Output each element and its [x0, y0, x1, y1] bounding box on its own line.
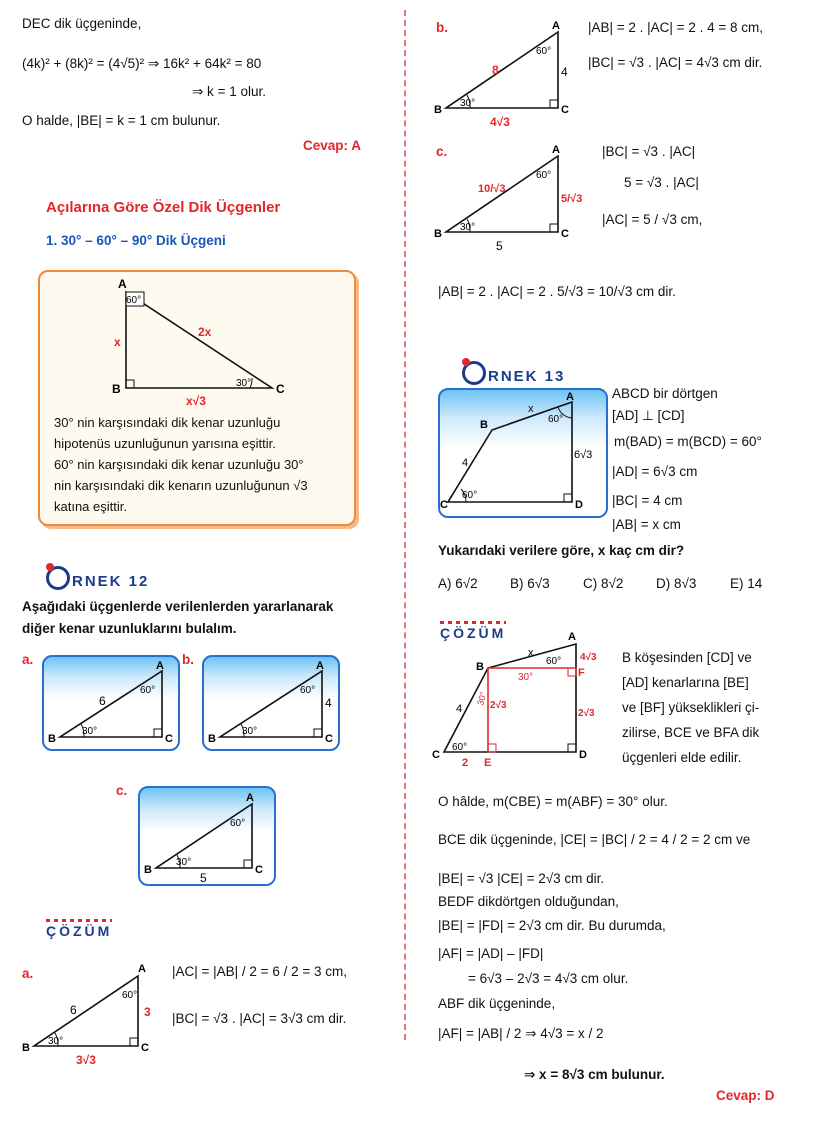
svg-text:A: A [246, 792, 254, 804]
solution-line: ABF dik üçgeninde, [438, 996, 556, 1011]
svg-text:C: C [432, 749, 440, 761]
solution-line: BCE dik üçgeninde, |CE| = |BC| / 2 = 4 / 2 = 2 cm ve [438, 832, 751, 847]
equation-line: |BC| = √3 . |AC| [602, 144, 696, 159]
vertex-b: B [112, 382, 121, 396]
equation-line: ⇒ k = 1 olur. [192, 84, 266, 99]
quadrilateral-figure [440, 390, 606, 516]
o-logo-icon [46, 566, 70, 590]
svg-text:B: B [434, 104, 442, 116]
equation-line: |AC| = |AB| / 2 = 6 / 2 = 3 cm, [172, 964, 347, 979]
rule-text [54, 412, 344, 517]
section-title: Açılarına Göre Özel Dik Üçgenler [46, 199, 281, 216]
subsection-title: 1. 30° – 60° – 90° Dik Üçgeni [46, 233, 226, 248]
rule-line: hipotenüs uzunluğunun yarısına eşittir. [54, 436, 276, 451]
solution13-figure [428, 630, 608, 770]
option-b: B) 6√3 [510, 576, 550, 591]
option-e: E) 14 [730, 576, 763, 591]
vertex-a: A [118, 277, 127, 291]
solution-line: |AF| = |AD| – |FD| [438, 946, 544, 961]
svg-text:5: 5 [496, 239, 503, 253]
svg-text:A: A [316, 660, 324, 672]
rule-line: nin karşısındaki dik kenarın uzunluğunun √3 [54, 478, 308, 493]
svg-text:60°: 60° [140, 685, 156, 696]
svg-text:30°: 30° [518, 672, 534, 683]
solution-line: |AF| = |AB| / 2 ⇒ 4√3 = x / 2 [438, 1026, 604, 1041]
svg-text:C: C [255, 864, 263, 876]
solution-title: ÇÖZÜM [46, 923, 113, 939]
svg-text:C: C [440, 499, 448, 511]
svg-text:60°: 60° [548, 414, 564, 425]
given-line: ABCD bir dörtgen [612, 386, 718, 401]
svg-text:8: 8 [492, 63, 499, 77]
desc-line: [AD] kenarlarına [BE] [622, 675, 749, 690]
solution-line: |BE| = √3 |CE| = 2√3 cm dir. [438, 871, 605, 886]
svg-text:30°: 30° [82, 726, 98, 737]
question-line: diğer kenar uzunluklarını bulalım. [22, 621, 237, 636]
svg-text:4: 4 [561, 65, 568, 79]
rule-line: 60° nin karşısındaki dik kenar uzunluğu 30° [54, 457, 304, 472]
equation-line: (4k)² + (8k)² = (4√5)² ⇒ 16k² + 64k² = 80 [22, 56, 262, 71]
svg-text:B: B [22, 1042, 30, 1054]
desc-line: zilirse, BCE ve BFA dik [622, 725, 760, 740]
solution-line: |BE| = |FD| = 2√3 cm dir. Bu durumda, [438, 918, 666, 933]
given-line: |AD| = 6√3 cm [612, 464, 698, 479]
svg-text:30°: 30° [475, 690, 489, 707]
equation-line: 5 = √3 . |AC| [624, 175, 699, 190]
desc-line: üçgenleri elde edilir. [622, 750, 742, 765]
example12-a-box [42, 655, 180, 751]
option-c: C) 8√2 [583, 576, 624, 591]
svg-text:C: C [561, 104, 569, 116]
given-line: |BC| = 4 cm [612, 493, 683, 508]
svg-text:B: B [48, 733, 56, 745]
option-a: A) 6√2 [438, 576, 478, 591]
triangle-c [140, 788, 274, 884]
svg-text:D: D [579, 749, 587, 761]
svg-text:60°: 60° [452, 742, 468, 753]
svg-text:C: C [325, 733, 333, 745]
equation-line: |BC| = √3 . |AC| = 4√3 cm dir. [588, 55, 763, 70]
desc-line: ve [BF] yükseklikleri çi- [622, 700, 760, 715]
equation-line: |AC| = 5 / √3 cm, [602, 212, 703, 227]
solution-b-triangle [430, 18, 580, 130]
answer-label: Cevap: D [716, 1088, 775, 1103]
svg-text:C: C [165, 733, 173, 745]
svg-text:F: F [578, 667, 585, 679]
text-line: DEC dik üçgeninde, [22, 16, 142, 31]
equation-line: |BC| = √3 . |AC| = 3√3 cm dir. [172, 1011, 347, 1026]
svg-text:A: A [568, 631, 576, 643]
angle-60: 60° [126, 295, 142, 306]
svg-text:3: 3 [144, 1005, 151, 1019]
svg-text:10/√3: 10/√3 [478, 183, 506, 195]
svg-text:A: A [156, 660, 164, 672]
svg-text:60°: 60° [230, 818, 246, 829]
svg-text:A: A [552, 20, 560, 32]
o-logo-icon [462, 361, 486, 385]
svg-text:30°: 30° [242, 726, 258, 737]
svg-text:2: 2 [462, 757, 469, 769]
svg-text:60°: 60° [300, 685, 316, 696]
equation-line: |AB| = 2 . |AC| = 2 . 4 = 8 cm, [588, 20, 763, 35]
text-line: O halde, |BE| = k = 1 cm bulunur. [22, 113, 221, 128]
given-line: m(BAD) = m(BCD) = 60° [614, 434, 762, 449]
svg-text:5: 5 [200, 871, 207, 885]
svg-text:30°: 30° [460, 222, 476, 233]
solution-line: = 6√3 – 2√3 = 4√3 cm olur. [468, 971, 629, 986]
svg-text:60°: 60° [536, 46, 552, 57]
question-line: Yukarıdaki verilere göre, x kaç cm dir? [438, 543, 685, 558]
triangle-b [204, 657, 338, 749]
part-tag: c. [116, 783, 128, 798]
svg-text:6: 6 [70, 1003, 77, 1017]
svg-text:4: 4 [325, 696, 332, 710]
svg-text:B: B [480, 419, 488, 431]
svg-text:B: B [144, 864, 152, 876]
svg-text:4√3: 4√3 [490, 115, 510, 129]
part-tag: b. [436, 20, 448, 35]
rule-box [38, 270, 356, 526]
column-divider [404, 10, 406, 1040]
solution-line: ⇒ x = 8√3 cm bulunur. [524, 1067, 665, 1082]
given-line: [AD] ⊥ [CD] [612, 408, 685, 423]
rule-triangle [40, 272, 354, 412]
svg-text:60°: 60° [546, 656, 562, 667]
svg-text:30°: 30° [176, 857, 192, 868]
svg-text:B: B [434, 228, 442, 240]
svg-text:x: x [528, 403, 534, 415]
example13-figure-box [438, 388, 608, 518]
svg-text:4√3: 4√3 [580, 652, 597, 663]
example-12-title: RNEK 12 [46, 566, 149, 590]
rule-line: katına eşittir. [54, 499, 127, 514]
svg-text:2√3: 2√3 [490, 700, 507, 711]
question-line: Aşağıdaki üçgenlerde verilenlerden yararlanarak [22, 599, 334, 614]
equation-line: |AB| = 2 . |AC| = 2 . 5/√3 = 10/√3 cm dir. [438, 284, 676, 299]
svg-text:A: A [566, 391, 574, 403]
svg-text:x: x [528, 647, 534, 659]
svg-text:30°: 30° [48, 1036, 64, 1047]
svg-text:60°: 60° [122, 990, 138, 1001]
given-line: |AB| = x cm [612, 517, 681, 532]
side-x: x [114, 335, 121, 349]
desc-line: B köşesinden [CD] ve [622, 650, 752, 665]
svg-text:60°: 60° [536, 170, 552, 181]
solution-title: ÇÖZÜM [440, 625, 507, 641]
rule-line: 30° nin karşısındaki dik kenar uzunluğu [54, 415, 281, 430]
svg-text:B: B [476, 661, 484, 673]
answer-label: Cevap: A [303, 138, 362, 153]
part-tag: a. [22, 652, 34, 667]
svg-text:4: 4 [462, 457, 469, 469]
svg-text:C: C [561, 228, 569, 240]
svg-text:D: D [575, 499, 583, 511]
side-base: x√3 [186, 394, 206, 408]
svg-text:3√3: 3√3 [76, 1053, 96, 1067]
example-13-title: RNEK 13 [462, 361, 565, 385]
svg-text:2√3: 2√3 [578, 708, 595, 719]
svg-text:A: A [138, 963, 146, 975]
solution-a-triangle [18, 958, 158, 1070]
svg-text:6: 6 [99, 694, 106, 708]
svg-text:E: E [484, 757, 492, 769]
example12-b-box [202, 655, 340, 751]
angle-30: 30° [236, 378, 252, 389]
part-tag: c. [436, 144, 448, 159]
part-tag: b. [182, 652, 194, 667]
solution-line: O hâlde, m(CBE) = m(ABF) = 30° olur. [438, 794, 668, 809]
svg-text:4: 4 [456, 703, 463, 715]
part-tag: a. [22, 966, 34, 981]
svg-text:5/√3: 5/√3 [561, 193, 583, 205]
example12-c-box [138, 786, 276, 886]
vertex-c: C [276, 382, 285, 396]
svg-text:A: A [552, 144, 560, 156]
svg-text:B: B [208, 733, 216, 745]
side-hyp: 2x [198, 325, 212, 339]
solution-c-triangle [430, 142, 583, 254]
triangle-a [44, 657, 178, 749]
svg-text:60°: 60° [462, 490, 478, 501]
option-d: D) 8√3 [656, 576, 697, 591]
svg-text:6√3: 6√3 [574, 449, 593, 461]
solution-line: BEDF dikdörtgen olduğundan, [438, 894, 619, 909]
svg-text:C: C [141, 1042, 149, 1054]
svg-text:30°: 30° [460, 98, 476, 109]
